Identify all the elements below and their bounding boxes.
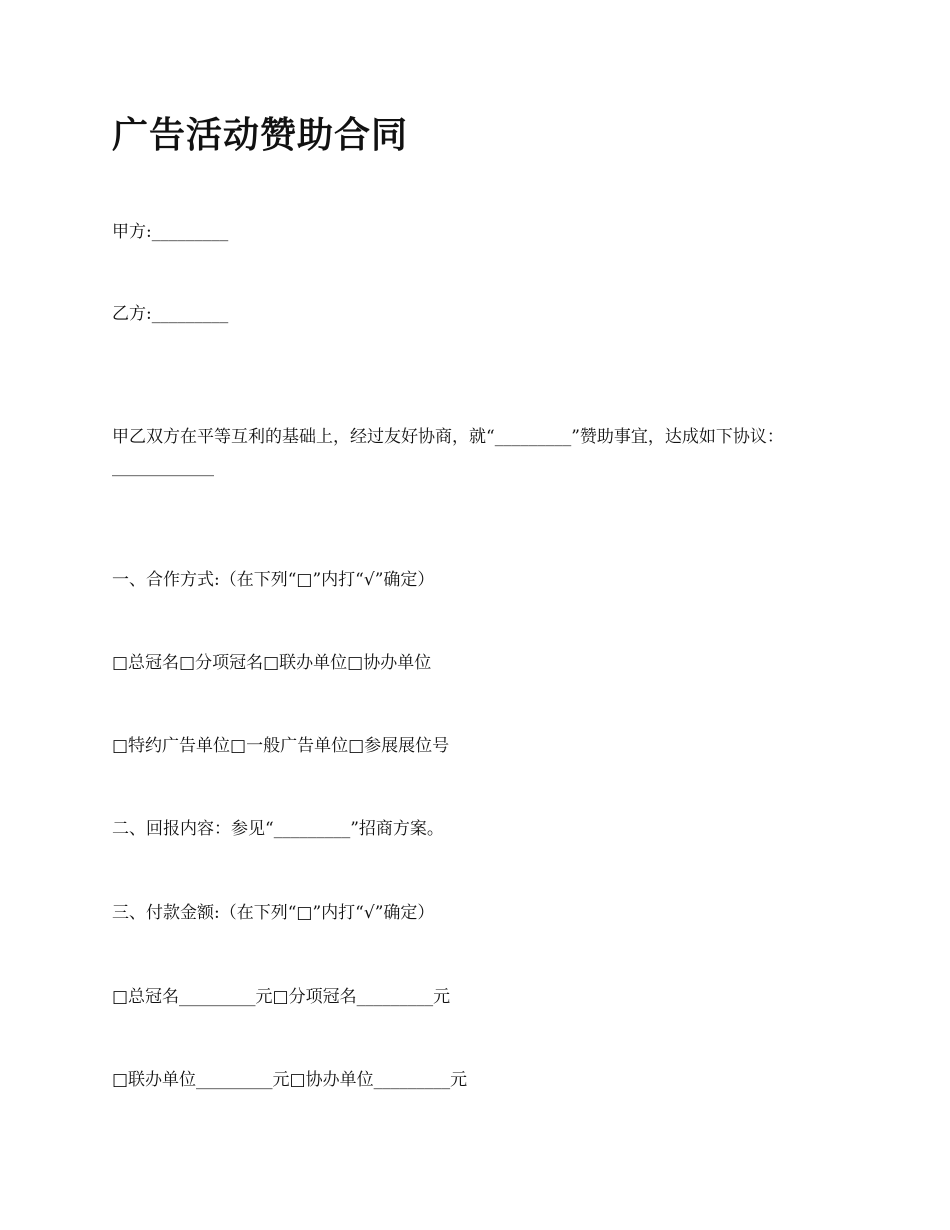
section-3-heading: 三、付款金额:（在下列“□”内打“√”确定） [112,903,435,923]
party-b-line: 乙方:_________ [112,304,229,324]
document-title: 广告活动赞助合同 [112,115,409,156]
section-3-amounts-row-1: □总冠名_________元□分项冠名_________元 [112,987,451,1007]
section-1-options-row-1: □总冠名□分项冠名□联办单位□协办单位 [112,653,432,673]
party-a-line: 甲方:_________ [112,222,229,242]
section-1-heading: 一、合作方式:（在下列“□”内打“√”确定） [112,570,435,590]
section-1-options-row-2: □特约广告单位□一般广告单位□参展展位号 [112,736,450,756]
section-2-paragraph: 二、回报内容：参见“_________”招商方案。 [112,819,444,839]
preamble-paragraph: 甲乙双方在平等互利的基础上，经过友好协商，就“_________”赞助事宜，达成如下协议：____________ [112,427,784,477]
section-3-amounts-row-2: □联办单位_________元□协办单位_________元 [112,1070,468,1090]
